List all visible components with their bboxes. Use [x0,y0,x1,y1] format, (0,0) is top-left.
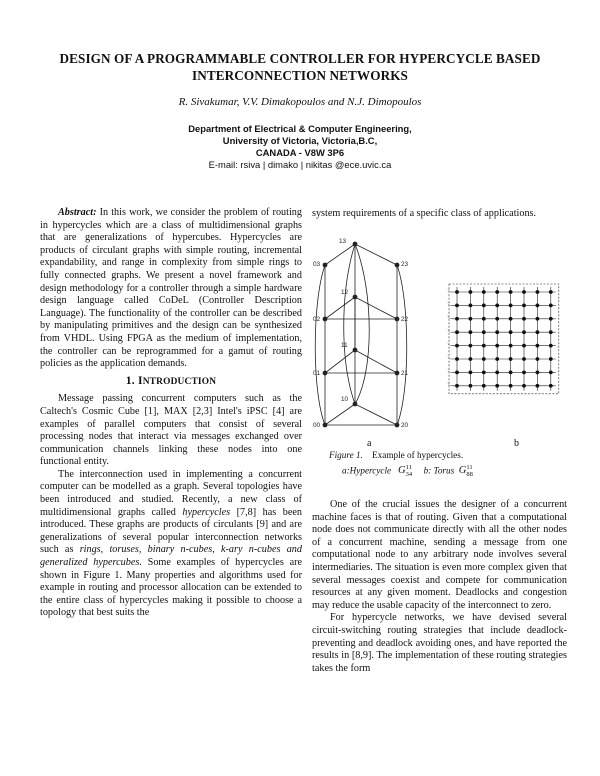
torus-wrap-border [449,284,559,394]
right-continuation-text: system requirements of a specific class of applications. [312,208,537,219]
intro-p2-part-b: [7,8] has been introduced. These graphs are products of circulants [9] and are generalizations of several popular interconnection networks such as [40,506,302,556]
torus-node [536,371,540,375]
intro-p2-part-c: Some examples of hypercycles are shown in Figure 1. Many properties and algorithms used for example in routing and processor allocation can be extended to the entire class of hypercycles making it possible to choose a topology that best suits the [40,557,303,619]
caption-a-sup: 11 [405,464,412,471]
torus-node [482,384,486,388]
caption-a-sub: 34 [405,471,413,478]
section-heading-introduction [40,375,302,389]
caption-a-symbol-g: G [398,465,406,477]
torus-graph-b [448,284,559,394]
node-21 [395,371,399,375]
torus-node [482,304,486,308]
caption-b-sup: 11 [466,464,473,471]
torus-node [509,344,513,348]
torus-row-wrap-3 [448,329,452,332]
torus-node [549,384,553,388]
torus-node [455,371,459,375]
torus-node [482,317,486,321]
torus-node [495,384,499,388]
torus-row-wrap-5 [448,356,452,359]
torus-row-wrap-1 [448,302,452,305]
abstract-text: In this work, we consider the problem of routing in hypercycles which are a class of multidimensional graphs that are generalizations of hypercubes. Hypercycles are products of circulant graphs with simple routing, incremental expandability, and range in complexity from simple rings to fully connected graphs. We present a novel framework and design methodology for a controller through a simple hardware design language called CoDeL (Controller Description Language). The functionality of the controller can be described by manipulating primitives and the design can be synthesized from VHDL. Using FPGA as the medium of implementation, the controller can be reprogrammed for a gamut of routing policies as the application demands. [40,207,302,370]
torus-node [495,290,499,294]
figure-caption [329,450,463,460]
caption-b-symbol [459,465,473,476]
torus-node [509,371,513,375]
node-01 [323,371,327,375]
node-02 [323,317,327,321]
torus-node [455,344,459,348]
section-heading-initial: I [137,373,143,387]
torus-node [549,304,553,308]
torus-node [469,290,473,294]
figure-1 [312,232,567,482]
subfigure-label-a: a [367,438,372,449]
node-label-00: 00 [313,422,321,429]
torus-row-wrap-4 [448,343,452,346]
torus-node [455,317,459,321]
torus-node [536,384,540,388]
node-label-13: 13 [339,238,347,245]
caption-a-indices [406,464,413,478]
wrap-edge-center-left [344,244,355,404]
node-label-02: 02 [313,316,321,323]
torus-node [455,304,459,308]
caption-a-symbol [398,465,412,476]
torus-node [549,330,553,334]
torus-node [536,290,540,294]
caption-b-symbol-g: G [458,465,467,477]
torus-node [509,304,513,308]
abstract-paragraph [40,207,302,371]
figure-caption-label: Figure 1. [329,450,363,460]
affiliation [120,123,480,171]
torus-node [536,357,540,361]
torus-row-wrap-0 [448,289,452,292]
hypercycle-diagrams [312,232,567,482]
intro-paragraph-2 [40,469,302,620]
torus-node [522,371,526,375]
figure-caption-text: Example of hypercycles. [372,450,464,460]
torus-node [549,344,553,348]
node-label-03: 03 [313,261,321,268]
affiliation-country: CANADA - V8W 3P6 [255,147,345,158]
torus-node [469,384,473,388]
torus-node [522,290,526,294]
node-03 [323,263,327,267]
section-heading-rest: NTRODUCTION [142,376,217,387]
torus-node [469,357,473,361]
torus-node [509,290,513,294]
intro-paragraph-1: Message passing concurrent computers such as the Caltech's Cosmic Cube [1], MAX [2,3] Intel's iPSC [4] are examples of parallel computers that consist of several processing nodes that interact via messages exchanged over communication channels linking these nodes into one functional entity. [40,393,302,468]
node-13 [353,242,357,246]
torus-node [522,357,526,361]
node-label-12: 12 [341,289,349,296]
torus-node [536,304,540,308]
hypercycle-graph-a [315,242,407,427]
right-paragraph-2: For hypercycle networks, we have devised several circuit-switching routing strategies that include deadlock-preventing and deadlock avoiding ones, and have reported the results in [8,9]. The implementation of these routing strategies takes the form [312,612,567,674]
torus-node [469,330,473,334]
title-line-1: DESIGN OF A PROGRAMMABLE CONTROLLER FOR HYPERCYCLE BASED [59,51,541,66]
subfigure-label-b: b [514,438,519,449]
node-label-01: 01 [313,370,321,377]
node-label-22: 22 [401,316,409,323]
affiliation-email: E-mail: rsiva | dimako | nikitas @ece.uvic.ca [208,159,392,170]
torus-node [482,330,486,334]
node-label-20: 20 [401,422,409,429]
node-22 [395,317,399,321]
torus-node [455,384,459,388]
torus-node [509,357,513,361]
torus-node [495,344,499,348]
node-label-11: 11 [341,342,348,349]
torus-node [509,384,513,388]
torus-node [482,357,486,361]
paper-title [40,50,560,84]
torus-node [522,304,526,308]
torus-node [455,330,459,334]
node-12 [353,295,357,299]
intro-p2-part-a: The interconnection used in implementing a concurrent computer can be modelled as a graph. Several topologies have been introduced and studied. Recently, a new class of multidimensional graphs called [40,468,302,518]
torus-row-wrap-6 [448,369,452,372]
intro-p2-examples: rings, toruses, binary n-cubes, k-ary n-cubes and generalized hypercubes. [40,544,302,569]
node-label-23: 23 [401,261,409,268]
caption-a-text: a:Hypercycle [342,465,392,476]
torus-node [495,371,499,375]
node-20 [395,423,399,427]
torus-node [536,330,540,334]
affiliation-university: University of Victoria, Victoria,B.C, [222,135,378,146]
abstract-label: Abstract: [58,207,97,218]
torus-node [522,330,526,334]
edge-11-21 [355,350,397,373]
wrap-edge-left [315,265,325,425]
torus-node [549,317,553,321]
torus-node [536,317,540,321]
edge-02-12 [325,297,355,319]
torus-node [482,290,486,294]
torus-node [495,317,499,321]
right-column-body [312,499,567,675]
node-11 [353,348,357,352]
torus-node [509,317,513,321]
section-number: 1. [125,373,135,387]
edge-12-22 [355,297,397,319]
node-label-21: 21 [401,370,409,377]
torus-node [495,330,499,334]
node-00 [323,423,327,427]
figure-caption-subs [342,464,473,478]
torus-node [482,371,486,375]
right-column-top [312,208,567,221]
torus-node [536,344,540,348]
torus-node [495,357,499,361]
torus-row-wrap-2 [448,316,452,319]
torus-node [469,371,473,375]
torus-node [522,384,526,388]
torus-node [482,344,486,348]
torus-node [522,317,526,321]
edge-10-20 [355,404,397,425]
torus-node [509,330,513,334]
edge-00-10 [325,404,355,425]
caption-b-indices [466,464,473,478]
edge-01-11 [325,350,355,373]
title-line-2: INTERCONNECTION NETWORKS [191,68,408,83]
wrap-edge-right [397,265,407,425]
caption-b-text: b: Torus [423,465,455,476]
left-column [40,207,302,620]
torus-node [549,290,553,294]
affiliation-department: Department of Electrical & Computer Engineering, [188,123,412,134]
node-23 [395,263,399,267]
caption-b-sub: 88 [466,471,473,478]
torus-node [495,304,499,308]
torus-node [469,304,473,308]
torus-node [522,344,526,348]
node-label-10: 10 [341,396,349,403]
torus-node [455,290,459,294]
torus-row-wrap-7 [448,383,452,386]
torus-node [469,317,473,321]
authors: R. Sivakumar, V.V. Dimakopoulos and N.J. Dimopoulos [178,96,422,108]
torus-node [455,357,459,361]
torus-node [549,357,553,361]
right-paragraph-1: One of the crucial issues the designer of a concurrent machine faces is that of routing. Given that a computational node does not communicate directly with all the other nodes of a concurrent machine, sending a message from one computational node to any arbitrary node involves several intermediaries. The situation is even more complex given that several messages coexist and compete for communication resources at any given moment. Deadlocks and congestion may reduce the usable capacity of the interconnect to zero. [312,499,567,611]
wrap-edge-center [355,244,369,404]
node-10 [353,402,357,406]
torus-node [549,371,553,375]
torus-node [469,344,473,348]
intro-p2-hypercycles: hypercycles [182,506,231,518]
